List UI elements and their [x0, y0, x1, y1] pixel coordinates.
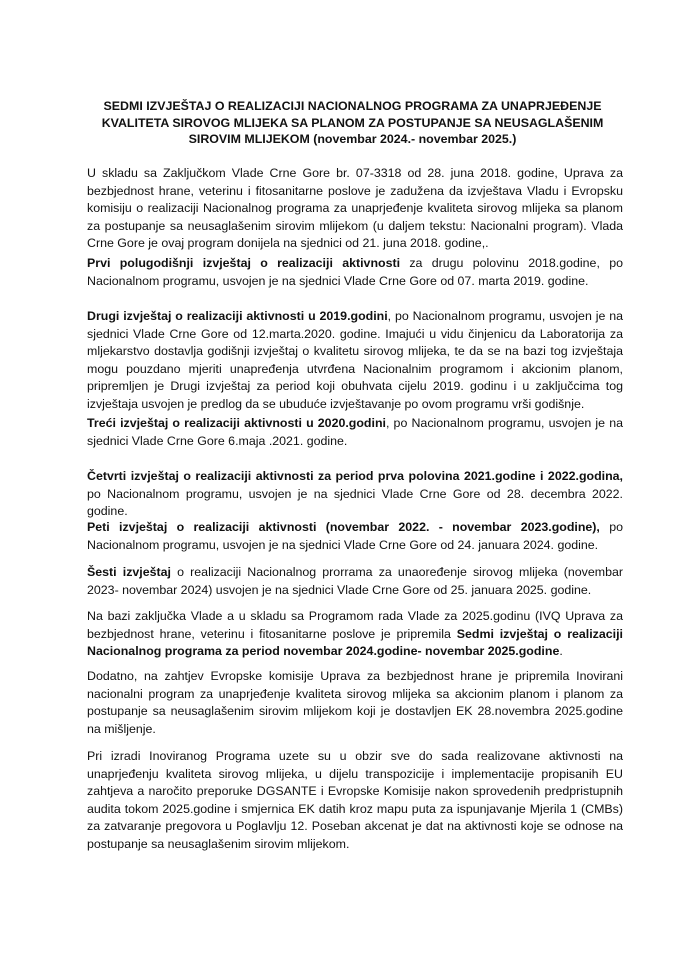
report-heading: Treći izvještaj o realizaciji aktivnosti u 2020.godini: [87, 416, 386, 430]
report-text: po Nacionalnom programu, usvojen je na sjednici Vlade Crne Gore od 24. januara 2024. godine.: [87, 520, 623, 552]
report-text: o realizaciji Nacionalnog prorrama za unaoređenje sirovog mlijeka (novembar 2023- novembar 2024) usvojen je na sjednici Vlade Crne Gore od 25. januara 2025. godine.: [87, 565, 623, 597]
paragraph-seventh-report: [87, 608, 623, 661]
report-text-end: .: [559, 644, 563, 658]
document-title: SEDMI IZVJEŠTAJ O REALIZACIJI NACIONALNOG PROGRAMA ZA UNAPRJEĐENJE KVALITETA SIROVOG MLIJEKA SA PLANOM ZA POSTUPANJE SA NEUSAGLAŠENIM SIROVIM MLIJEKOM (novembar 2024.- novembar 2025.): [101, 99, 604, 146]
report-heading: Drugi izvještaj o realizaciji aktivnosti u 2019.godini: [87, 309, 388, 323]
paragraph-third-report: [87, 415, 623, 450]
paragraph-intro: U skladu sa Zaključkom Vlade Crne Gore br. 07-3318 od 28. juna 2018. godine, Uprava za bezbjednost hrane, veterinu i fitosanitarne poslove je zadužena da izvještava Vladu i Evropsku komisiju o realizaciji Nacionalnog programa za unaprjeđenje kvaliteta sirovog mlijeka sa planom za postupanje sa neusaglašenim sirovim mlijekom (u daljem tekstu: Nacionalni program). Vlada Crne Gore je ovaj program donijela na sjednici od 21. juna 2018. godine,.: [87, 166, 623, 250]
report-text: , po Nacionalnom programu, usvojen je na sjednici Vlade Crne Gore od 12.marta.2020. godine. Imajući u vidu činjenicu da Laboratorija za mljekarstvo dostavlja godišnji izvještaj o kvalitetu sirovog mlijeka, te da se na bazi tog izvještaja mogu pouzdano mjeriti unapređenja utvrđena Nacionalnim programom i akcionim planom, pripremljen je Drugi izvještaj za period koji obuhvata cijelu 2019. godinu i u zaključcima tog izvještaja usvojen je predlog da se ubuduće izvještavanje po ovom programu vrši godišnje.: [87, 309, 623, 411]
report-heading: Četvrti izvještaj o realizaciji aktivnosti za period prva polovina 2021.godine i 2022.godina,: [87, 469, 623, 483]
report-heading: Prvi polugodišnji izvještaj o realizaciji aktivnosti: [87, 256, 401, 270]
report-text: Na bazi zaključka Vlade a u skladu sa Programom rada Vlade za 2025.godinu (IVQ Uprava za bezbjednost hrane, veterinu i fitosanitarne poslove je pripremila: [87, 609, 623, 641]
paragraph-additional: Dodatno, na zahtjev Evropske komisije Uprava za bezbjednost hrane je pripremila Inovirani nacionalni program za unaprjeđenje kvaliteta sirovog mlijeka sa akcionim planom i planom za postupanje sa neusaglašenim sirovim mlijekom koji je dostavljen EK 28.novembra 2025.godine na mišljenje.: [87, 669, 623, 736]
paragraph-fourth-report: [87, 468, 623, 521]
report-heading: Šesti izvještaj: [87, 565, 171, 579]
report-heading: Peti izvještaj o realizaciji aktivnosti (novembar 2022. - novembar 2023.godine),: [87, 520, 600, 534]
paragraph-second-report: [87, 308, 623, 413]
paragraph-fifth-report: [87, 519, 623, 554]
report-text: po Nacionalnom programu, usvojen je na sjednici Vlade Crne Gore od 28. decembra 2022. godine.: [87, 486, 623, 518]
paragraph-innovated-program: Pri izradi Inoviranog Programa uzete su u obzir sve do sada realizovane aktivnosti na unaprjeđenju kvaliteta sirovog mlijeka, u dijelu transpozicije i implementacije propisanih EU zahtjeva a naročito preporuke DGSANTE i Evropske Komisije nakon sprovedenih predpristupnih audita tokom 2025.godine i smjernica EK datih kroz mapu puta za ispunjavanje Mjerila 1 (CMBs) za zatvaranje pregovora u Poglavlju 12. Poseban akcenat je dat na aktivnosti koje se odnose na postupanje sa neusaglašenim sirovim mlijekom.: [87, 749, 623, 851]
report-heading: Sedmi izvještaj o realizaciji Nacionalnog programa za period novembar 2024.godine- novembar 2025.godine: [87, 626, 623, 658]
paragraph-first-report: [87, 255, 623, 290]
paragraph-sixth-report: [87, 564, 623, 599]
report-text: , po Nacionalnom programu, usvojen je na sjednici Vlade Crne Gore 6.maja .2021. godine.: [87, 416, 623, 448]
report-text: za drugu polovinu 2018.godine, po Nacionalnom programu, usvojen je na sjednici Vlade Crne Gore od 07. marta 2019. godine.: [87, 256, 623, 288]
